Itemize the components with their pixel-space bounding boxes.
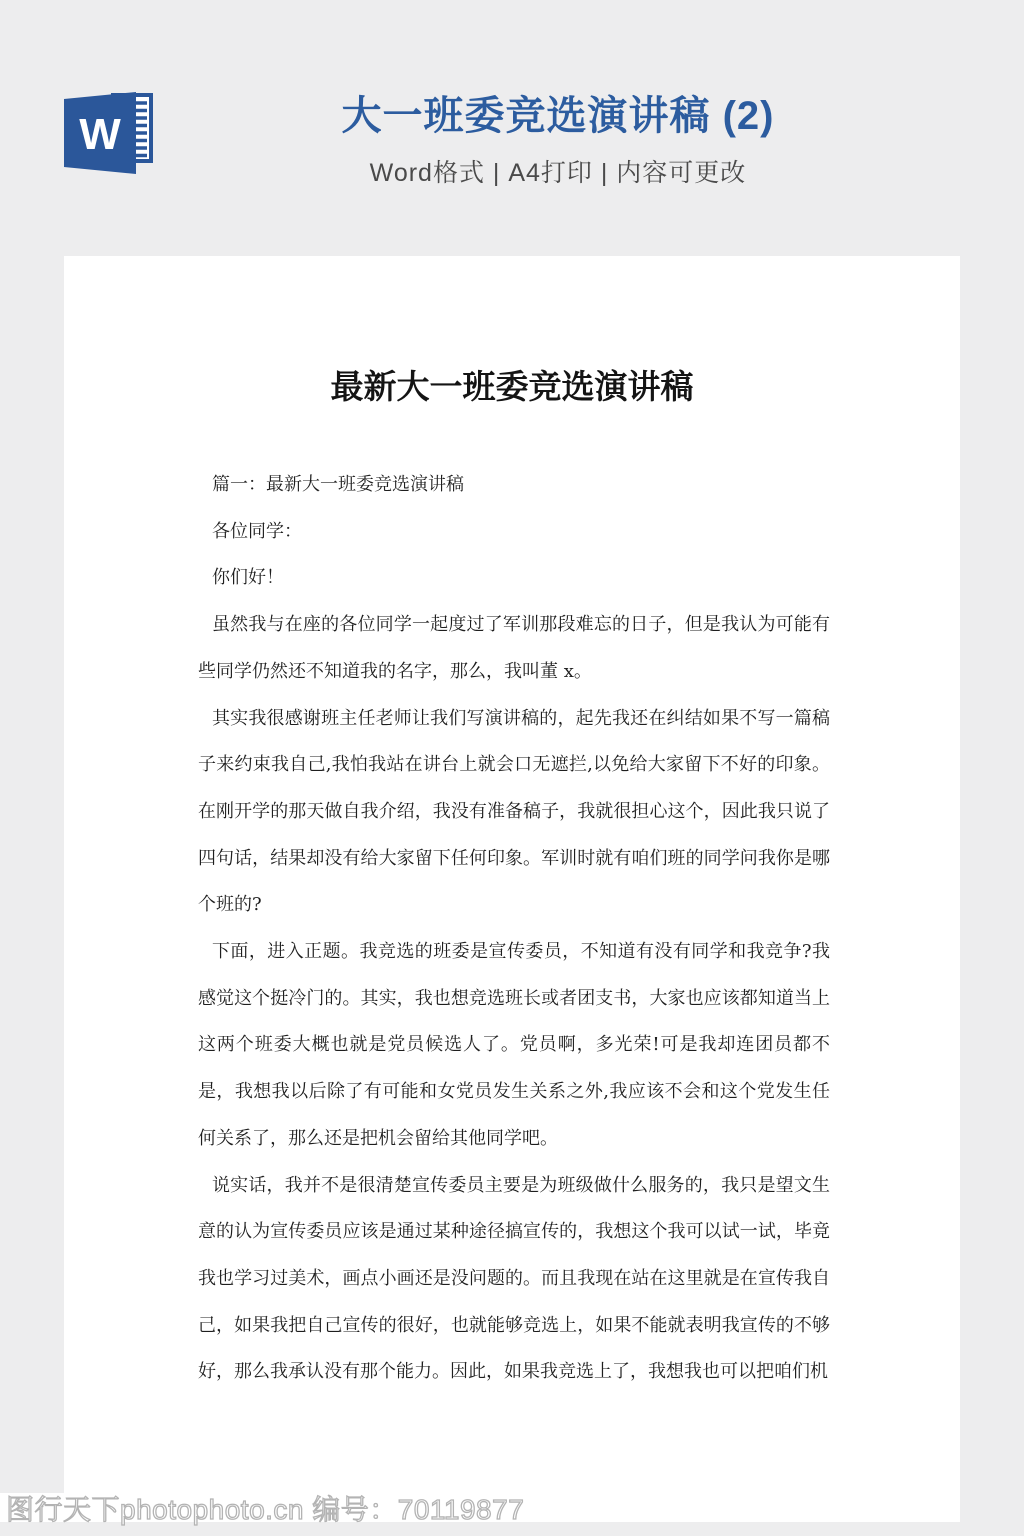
file-format-info: Word格式 | A4打印 | 内容可更改	[369, 159, 747, 187]
document-paragraph: 说实话，我并不是很清楚宣传委员主要是为班级做什么服务的，我只是望文生意的认为宣传委员应该是通过某种途径搞宣传的，我想这个我可以试一试，毕竟我也学习过美术，画点小画还是没问题的。而且我现在站在这里就是在宣传我自己，如果我把自己宣传的很好，也就能够竞选上，如果不能就表明我宣传的不够好，那么我承认没有那个能力。因此，如果我竞选上了，我想我也可以把咱们机	[198, 1174, 830, 1383]
document-page	[64, 256, 960, 1522]
word-icon-letter: W	[79, 110, 121, 159]
watermark-text: 图行天下photophoto.cn 编号：70119877	[6, 1494, 525, 1525]
document-paragraph: 其实我很感谢班主任老师让我们写演讲稿的，起先我还在纠结如果不写一篇稿子来约束我自己,我怕我站在讲台上就会口无遮拦,以免给大家留下不好的印象。在刚开学的那天做自我介绍，我没有准备稿子，我就很担心这个，因此我只说了四句话，结果却没有给大家留下任何印象。军训时就有咱们班的同学问我你是哪个班的?	[198, 707, 830, 916]
document-paragraph: 各位同学：	[212, 520, 302, 542]
file-title: 大一班委竞选演讲稿 (2)	[341, 94, 775, 138]
word-file-icon	[64, 90, 154, 176]
document-paragraph: 虽然我与在座的各位同学一起度过了军训那段难忘的日子，但是我认为可能有些同学仍然还不知道我的名字，那么，我叫董 x。	[198, 614, 830, 682]
header-text-block	[155, 92, 961, 189]
document-paragraph: 你们好！	[212, 567, 284, 589]
document-title: 最新大一班委竞选演讲稿	[330, 367, 694, 406]
document-paragraph: 篇一：最新大一班委竞选演讲稿	[212, 474, 464, 495]
document-paragraph: 下面，进入正题。我竞选的班委是宣传委员，不知道有没有同学和我竞争?我感觉这个挺冷门的。其实，我也想竞选班长或者团支书，大家也应该都知道当上这两个班委大概也就是党员候选人了。党员啊，多光荣!可是我却连团员都不是，我想我以后除了有可能和女党员发生关系之外,我应该不会和这个党发生任何关系了，那么还是把机会留给其他同学吧。	[198, 941, 830, 1149]
document-body	[198, 462, 830, 1396]
